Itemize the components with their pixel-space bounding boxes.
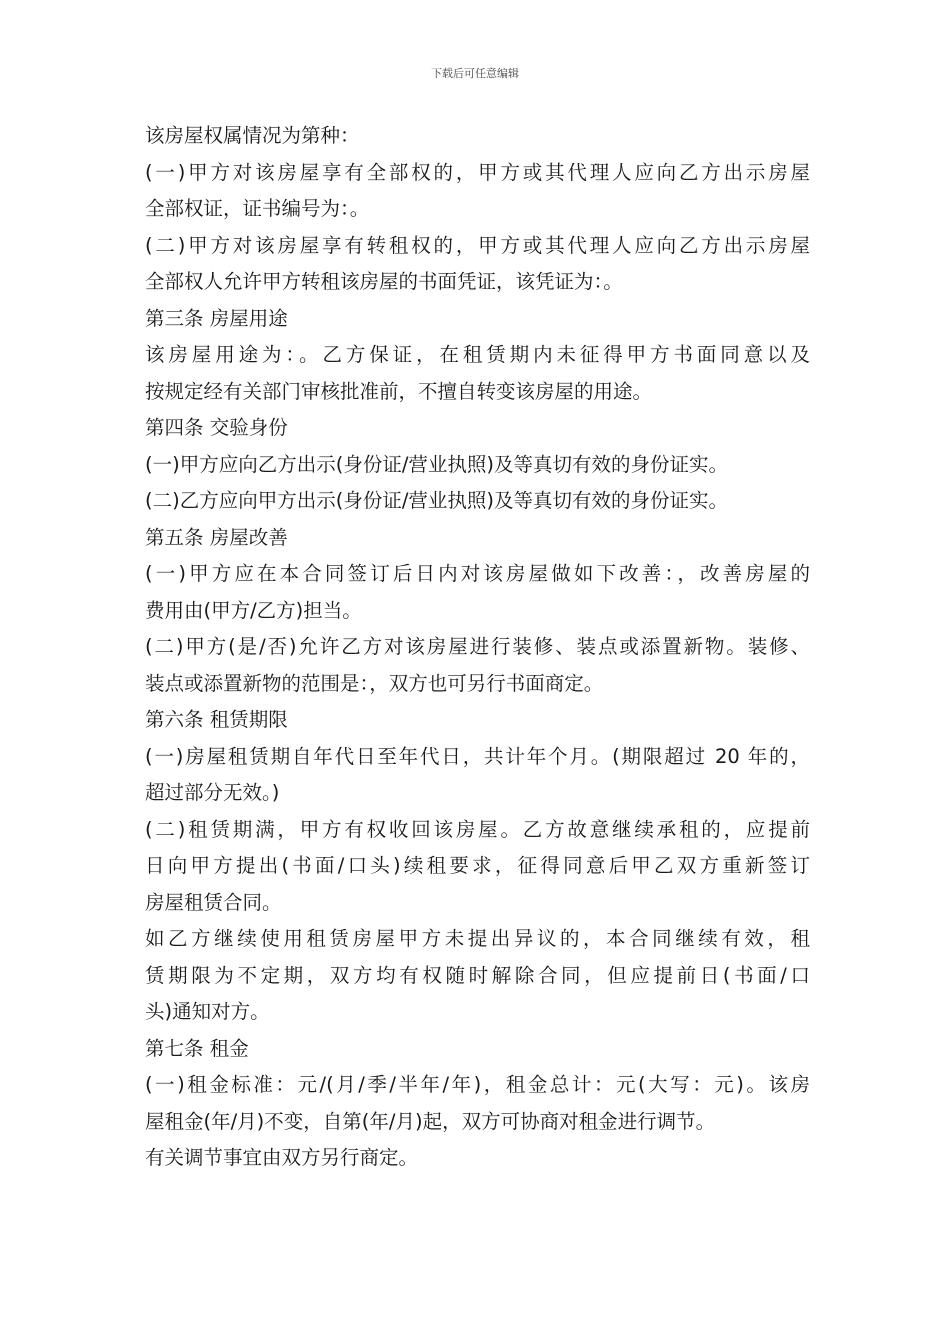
text-line: 如乙方继续使用租赁房屋甲方未提出异议的，本合同继续有效，租 (145, 927, 810, 950)
text-line: 赁期限为不定期，双方均有权随时解除合同，但应提前日(书面/口 (145, 963, 810, 987)
text-line: 有关调节事宜由双方另行商定。 (145, 1146, 419, 1169)
text-line: 第四条 交验身份 (145, 416, 288, 439)
document-body (145, 118, 810, 1177)
text-line: 房屋租赁合同。 (145, 890, 282, 914)
text-line: 第五条 房屋改善 (145, 525, 288, 549)
text-line: 第六条 租赁期限 (145, 708, 288, 731)
text-line: 按规定经有关部门审核批准前，不擅自转变该房屋的用途。 (145, 379, 653, 403)
text-line: 该房屋用途为：。乙方保证，在租赁期内未征得甲方书面同意以及 (145, 343, 810, 366)
text-line: 头)通知对方。 (145, 1000, 270, 1023)
text-line: (二)乙方应向甲方出示(身份证/营业执照)及等真切有效的身份证实。 (145, 489, 729, 512)
text-line: 日向甲方提出(书面/口头)续租要求，征得同意后甲乙双方重新签订 (145, 854, 810, 877)
text-line: 全部权证，证书编号为：。 (145, 197, 370, 220)
text-line: 该房屋权属情况为第种： (145, 124, 360, 147)
text-line: (二)租赁期满，甲方有权收回该房屋。乙方故意继续承租的，应提前 (145, 817, 810, 841)
text-line: 全部权人允许甲方转租该房屋的书面凭证，该凭证为：。 (145, 270, 623, 293)
text-line: 费用由(甲方/乙方)担当。 (145, 598, 362, 622)
text-line: (一)甲方应向乙方出示(身份证/营业执照)及等真切有效的身份证实。 (145, 452, 729, 476)
text-line: (一)甲方对该房屋享有全部权的，甲方或其代理人应向乙方出示房屋 (145, 160, 810, 184)
text-line: 超过部分无效。) (145, 781, 280, 804)
text-line: 第七条 租金 (145, 1036, 249, 1060)
text-line: 第三条 房屋用途 (145, 306, 288, 330)
text-line: (二)甲方对该房屋享有转租权的，甲方或其代理人应向乙方出示房屋 (145, 233, 810, 257)
text-line: (二)甲方(是/否)允许乙方对该房屋进行装修、装点或添置新物。装修、 (145, 635, 810, 658)
text-line: 装点或添置新物的范围是：，双方也可另行书面商定。 (145, 671, 604, 695)
text-line: 屋租金(年/月)不变，自第(年/月)起，双方可协商对租金进行调节。 (145, 1109, 716, 1133)
text-line: (一)房屋租赁期自年代日至年代日，共计年个月。(期限超过 20 年的， (145, 744, 810, 768)
page-header: 下载后可任意编辑 (431, 67, 519, 80)
text-line: (一)甲方应在本合同签订后日内对该房屋做如下改善：，改善房屋的 (145, 562, 810, 585)
text-line: (一)租金标准：元/(月/季/半年/年)，租金总计：元(大写：元)。该房 (145, 1073, 810, 1096)
